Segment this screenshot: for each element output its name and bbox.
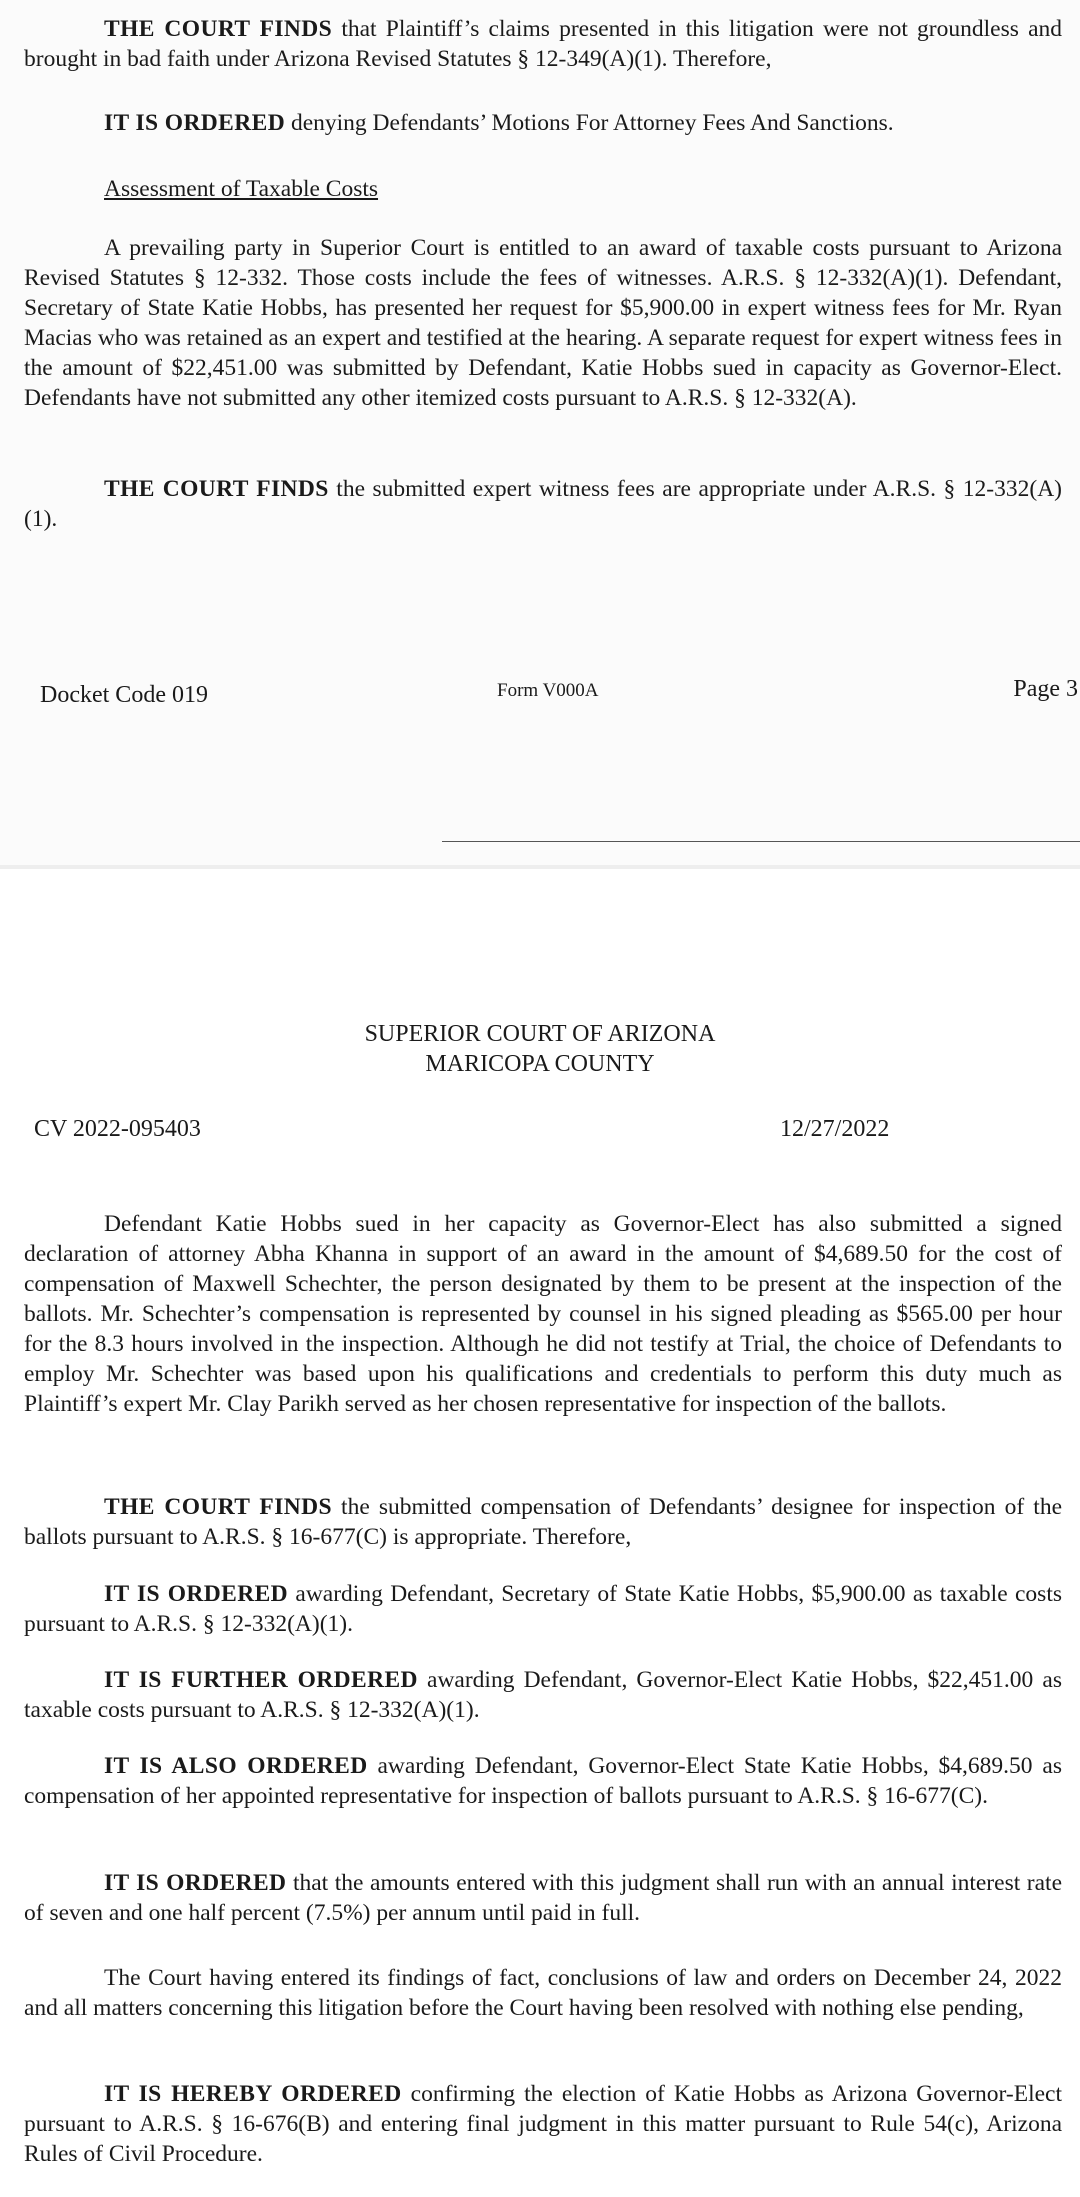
document-page-3 (0, 0, 1080, 865)
order-text: awarding Defendant, Governor-Elect State Katie Hobbs, $4,689.50 as compensation of her appointed representative for inspection of ballots pursuant to A.R.S. § 16-677(C). (24, 1753, 1062, 1809)
order-lead: IT IS ORDERED (104, 1581, 289, 1607)
order-lead: IT IS ALSO ORDERED (104, 1753, 368, 1779)
horizontal-rule (442, 841, 1080, 842)
finding-lead: THE COURT FINDS (104, 1494, 332, 1520)
order-denying-paragraph (24, 108, 1062, 138)
order-award-representative-paragraph (24, 1751, 1062, 1811)
order-lead: IT IS FURTHER ORDERED (104, 1667, 418, 1693)
taxable-costs-paragraph: A prevailing party in Superior Court is entitled to an award of taxable costs pursuant to Arizona Revised Statutes § 12-332. Those costs include the fees of witnesses. A.R.S. § 12-332(A)(1). Defendant, Secretary of State Katie Hobbs, has presented her request for $5,900.00 in expert witness fees for Mr. Ryan Macias who was retained as an expert and testified at the hearing. A separate request for expert witness fees in the amount of $22,451.00 was submitted by Defendant, Katie Hobbs sued in capacity as Governor-Elect. Defendants have not submitted any other itemized costs pursuant to A.R.S. § 12-332(A). (24, 235, 1062, 411)
declaration-paragraph: Defendant Katie Hobbs sued in her capacity as Governor-Elect has also submitted a signed declaration of attorney Abha Khanna in support of an award in the amount of $4,689.50 for the cost of compensation of Maxwell Schechter, the person designated by them to be present at the inspection of the ballots. Mr. Schechter’s compensation is represented by counsel in his signed pleading as $565.00 per hour for the 8.3 hours involved in the inspection. Although he did not testify at Trial, the choice of Defendants to employ Mr. Schechter was based upon his qualifications and credentials to perform this duty much as Plaintiff’s expert Mr. Clay Parikh served as her chosen representative for inspection of the ballots. (24, 1211, 1062, 1417)
case-date: 12/27/2022 (780, 1116, 890, 1142)
finding-lead: THE COURT FINDS (104, 16, 333, 42)
order-text: that the amounts entered with this judgment shall run with an annual interest rate of seven and one half percent (7.5%) per annum until paid in full. (24, 1870, 1062, 1926)
document-page-4 (0, 869, 1080, 2197)
docket-code: Docket Code 019 (40, 682, 208, 708)
finding-text: the submitted expert witness fees are appropriate under A.R.S. § 12-332(A)(1). (24, 476, 1062, 532)
order-award-governor-paragraph (24, 1665, 1062, 1725)
compensation-finding-paragraph (24, 1492, 1062, 1552)
order-text: awarding Defendant, Governor-Elect Katie Hobbs, $22,451.00 as taxable costs pursuant to A.R.S. § 12-332(A)(1). (24, 1667, 1062, 1723)
form-code: Form V000A (497, 680, 599, 701)
expert-fees-finding-paragraph (24, 474, 1062, 534)
finding-text: that Plaintiff’s claims presented in this litigation were not groundless and brought in bad faith under Arizona Revised Statutes § 12-349(A)(1). Therefore, (24, 16, 1063, 72)
order-award-sos-paragraph (24, 1579, 1062, 1639)
county-name: MARICOPA COUNTY (425, 1051, 655, 1077)
page-footer (0, 676, 1080, 716)
finding-lead: THE COURT FINDS (104, 476, 329, 502)
order-text: awarding Defendant, Secretary of State Katie Hobbs, $5,900.00 as taxable costs pursuant to A.R.S. § 12-332(A)(1). (24, 1581, 1062, 1637)
page-number: Page 3 (1013, 676, 1078, 702)
finding-text: the submitted compensation of Defendants’ designee for inspection of the ballots pursuant to A.R.S. § 16-677(C) is appropriate. Therefore, (24, 1494, 1062, 1550)
final-judgment-paragraph (24, 2079, 1062, 2169)
order-text: denying Defendants’ Motions For Attorney Fees And Sanctions. (285, 110, 894, 136)
order-text: confirming the election of Katie Hobbs as Arizona Governor-Elect pursuant to A.R.S. § 16-676(B) and entering final judgment in this matter pursuant to Rule 54(c), Arizona Rules of Civil Procedure. (24, 2081, 1062, 2167)
court-name: SUPERIOR COURT OF ARIZONA (364, 1021, 716, 1047)
case-info-line (0, 1114, 1080, 1146)
order-lead: IT IS ORDERED (104, 1870, 287, 1896)
findings-entered-paragraph: The Court having entered its findings of fact, conclusions of law and orders on December 24, 2022 and all matters concerning this litigation before the Court having been resolved with nothing else pending, (24, 1965, 1062, 2021)
case-number: CV 2022-095403 (34, 1116, 201, 1142)
court-finding-paragraph (24, 14, 1062, 74)
order-interest-paragraph (24, 1868, 1062, 1928)
court-header (0, 1019, 1080, 1079)
order-lead: IT IS ORDERED (104, 110, 286, 136)
order-lead: IT IS HEREBY ORDERED (104, 2081, 402, 2107)
section-heading: Assessment of Taxable Costs (104, 176, 379, 202)
